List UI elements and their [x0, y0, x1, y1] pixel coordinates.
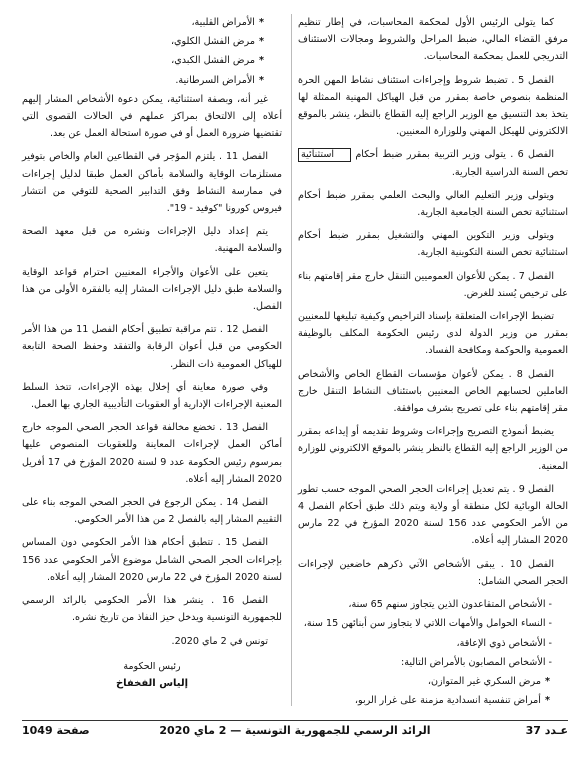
publication-title: الرائد الرسمي للجمهورية التونسية — 2 ماي 2020	[159, 724, 431, 737]
paragraph: الفصل 13 . تخضع مخالفة قواعد الحجر الصحي الموجه خارج أماكن العمل لإجراءات المعاينة وللعقوبات المنصوص عليها بمرسوم رئيس الحكومة عدد 9 لسنة 2020 المؤرخ في 17 أفريل 2020 المشار إليه أعلاه.	[22, 422, 283, 485]
bullet-item	[298, 673, 568, 690]
paragraph: يضبط أنموذج التصريح وإجراءات وشروط تقديمه أو إيداعه بمقرر من الوزير الراجع إليه القطاع بالنظر ينشر بالموقع الالكتروني للوزارة المعنية.	[298, 426, 568, 472]
signature-name: إلياس الفخفاخ	[115, 677, 189, 689]
paragraph: يتعين على الأعوان والأجراء المعنيين احترام قواعد الوقاية والسلامة طبق دليل الإجراءات المشار إليه بالفقرة الأولى من هذا الفصل.	[22, 266, 282, 313]
issue-number: عـدد 37	[525, 724, 568, 737]
paragraph: الفصل 5 . تضبط شروط وإجراءات استئناف نشاط المهن الحرة المنظمة بنصوص خاصة بمقرر من قبل الهياكل المهنية الممثلة لها يتخذ بعد التنسيق مع الوزير الراجع إليه القطاع بالنظر، ينشر بالموقع الالكتروني للهيكل المهني وللوزارة المعنيين.	[298, 74, 568, 138]
paragraph: وفي صورة معاينة أي إخلال بهذه الإجراءات، تتخذ السلط المعنية الإجراءات الإدارية أو العقوبات التأديبية الجاري بها العمل.	[22, 381, 282, 411]
paragraph: الفصل 12 . تتم مراقبة تطبيق أحكام الفصل 11 من هذا الأمر الحكومي من قبل أعوان الرقابة والتفقد وحفظ الصحة التابعة للهياكل العمومية ذات النظر.	[22, 324, 282, 370]
paragraph: يتم إعداد دليل الإجراءات ونشره من قبل معهد الصحة والسلامة المهنية.	[22, 226, 282, 255]
paragraph	[298, 146, 568, 180]
paragraph-text: تخص السنة الدراسية الجارية.	[451, 166, 568, 178]
paragraph: الفصل 9 . يتم تعديل إجراءات الحجر الصحي الموجه حسب تطور الحالة الوبائية لكل منطقة أو ولاية ويتم ذلك طبق أحكام الفصل 4 من الأمر الحكومي عدد 156 لسنة 2020 المؤرخ في 22 مارس 2020 المشار إليه أعلاه.	[298, 483, 569, 547]
paragraph: الفصل 14 . يمكن الرجوع في الحجر الصحي الموجه بناء على التقييم المشار إليه بالفصل 2 من هذا الأمر الحكومي.	[22, 497, 282, 526]
asterisk-icon: *	[258, 55, 264, 67]
list-item: - الأشخاص ذوي الإعاقة،	[456, 637, 552, 649]
bullet-text: الأمراض السرطانية.	[175, 74, 255, 86]
paragraph-text: الفصل 6 . يتولى وزير التربية بمقرر ضبط أحكام	[355, 149, 554, 161]
asterisk-icon: *	[258, 74, 264, 86]
paragraph: الفصل 7 . يمكن للأعوان العموميين التنقل خارج مقر إقامتهم بناء على ترخيص يُسند للغرض.	[298, 270, 568, 299]
list-item: - الأشخاص المتقاعدون الذين يتجاوز سنهم 65 سنة،	[348, 599, 552, 611]
paragraph: الفصل 15 . تتطبق أحكام هذا الأمر الحكومي دون المساس بإجراءات الحجر الصحي الشامل موضوع الأمر الحكومي عدد 156 لسنة 2020 المؤرخ في 22 مارس 2020 المشار إليه أعلاه.	[22, 537, 282, 583]
bullet-item	[22, 52, 282, 69]
paragraph: كما يتولى الرئيس الأول لمحكمة المحاسبات، في إطار تنظيم مرفق القضاء المالي، ضبط المراحل والشروط ومجالات الاستئناف التدريجي للعمل بمحكمة المحاسبات.	[298, 17, 568, 63]
bullet-text: أمراض تنفسية انسدادية مزمنة على غرار الربو،	[354, 695, 541, 707]
paragraph: ويتولى وزير التكوين المهني والتشغيل بمقرر ضبط أحكام استثنائية تخص السنة التكوينية الجارية.	[298, 230, 568, 259]
page-footer	[22, 724, 568, 742]
right-column	[298, 14, 568, 711]
bullet-text: مرض الفشل الكلوي،	[170, 36, 255, 48]
asterisk-icon: *	[544, 695, 550, 707]
paragraph: الفصل 11 . يلتزم المؤجر في القطاعين العام والخاص بتوفير مستلزمات الوقاية والسلامة بأماكن العمل طبقا لدليل إجراءات في ممارسة النشاط وفق التدابير الصحية للتوقي من انتشار فيروس كورونا "كوفيد - 19".	[22, 151, 282, 215]
asterisk-icon: *	[258, 36, 264, 48]
bullet-text: مرض السكري غير المتوازن،	[427, 675, 541, 687]
paragraph: تضبط الإجراءات المتعلقة بإسناد التراخيص وكيفية تبليغها للمعنيين بمقرر من وزير الدولة لدى رئيس الحكومة المكلف بالوظيفة العمومية والحوكمة ومكافحة الفساد.	[297, 311, 568, 357]
column-divider	[291, 14, 292, 706]
paragraph: ويتولى وزير التعليم العالي والبحث العلمي بمقرر ضبط أحكام استثنائية تخص السنة الجامعية الجارية.	[298, 189, 568, 219]
signature-block	[22, 658, 282, 692]
bullet-text: مرض الفشل الكبدي،	[171, 55, 255, 67]
boxed-word: استثنائية	[298, 148, 351, 162]
signature-role: رئيس الحكومة	[123, 660, 181, 672]
bullet-item	[298, 692, 568, 709]
asterisk-icon: *	[258, 17, 264, 28]
paragraph: الفصل 8 . يمكن لأعوان مؤسسات القطاع الخاص والأشخاص العاملين لحسابهم الخاص المعنيين باستئناف النشاط التنقل خارج مقر إقامتهم بناء على تصريح بشرف موافقة.	[298, 368, 568, 415]
page-number: صفحة 1049	[22, 724, 90, 737]
paragraph: غير أنه، وبصفة استثنائية، يمكن دعوة الأشخاص المشار إليهم أعلاه إلى الالتحاق بمراكز عملهم في الحالات القصوى التي تقتضيها ضرورة العمل أو في صورة استحالة العمل عن بعد.	[22, 93, 282, 140]
bullet-item	[22, 14, 282, 31]
left-column-body	[22, 14, 282, 650]
paragraph: الفصل 10 . يبقى الأشخاص الآتي ذكرهم خاضعين لإجراءات الحجر الصحي الشامل:	[298, 558, 568, 587]
bullet-text: الأمراض القلبية،	[191, 17, 255, 28]
list-item: - الأشخاص المصابون بالأمراض التالية:	[401, 656, 552, 668]
paragraph: تونس في 2 ماي 2020.	[171, 635, 268, 647]
asterisk-icon: *	[544, 675, 550, 687]
bullet-item	[22, 33, 282, 50]
bullet-item	[22, 72, 282, 89]
paragraph: الفصل 16 . ينشر هذا الأمر الحكومي بالرائد الرسمي للجمهورية التونسية ويدخل حيز النفاذ من تاريخ نشره.	[22, 595, 282, 624]
left-column	[22, 14, 282, 692]
list-item: - النساء الحوامل والأمهات اللاتي لا يتجاوز سن أبنائهن 15 سنة،	[303, 618, 552, 630]
footer-rule	[22, 720, 568, 721]
